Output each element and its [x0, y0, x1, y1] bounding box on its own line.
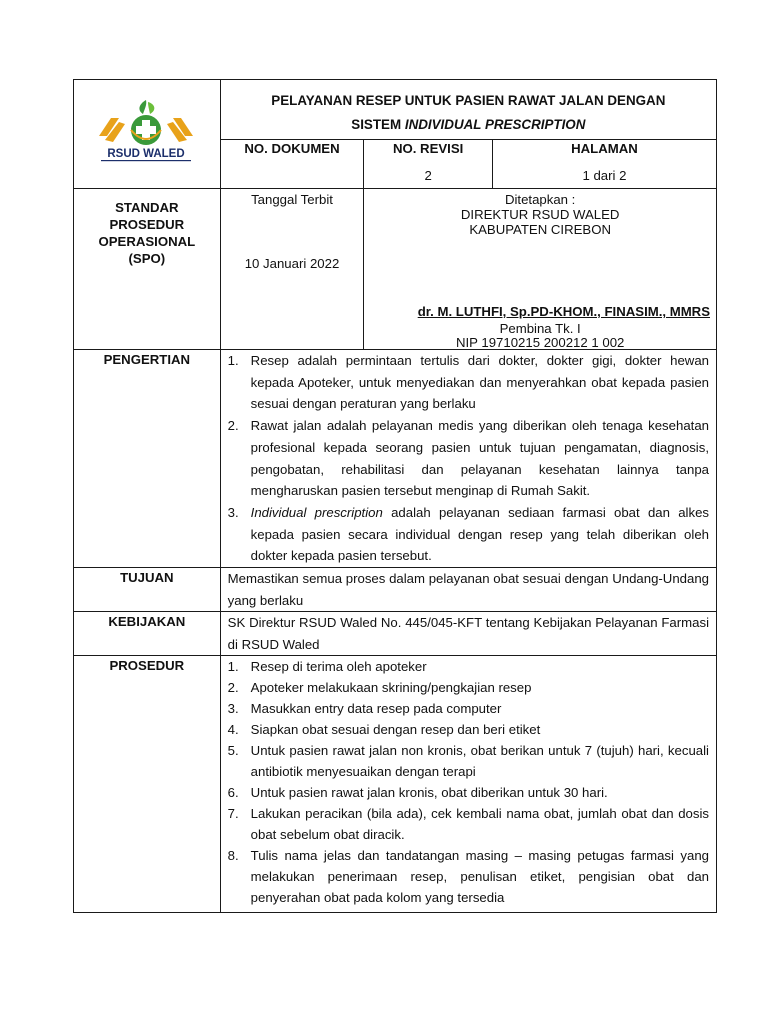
list-text: adalah pelayanan sediaan farmasi obat dan alkes kepada pasien secara individual dengan resep yang telah diberikan oleh dokter kepada pasien tersebut.	[250, 504, 709, 564]
spo-label-line-3: OPERASIONAL	[98, 234, 196, 249]
rsud-waled-logo	[91, 96, 201, 166]
tanggal-terbit-label: Tanggal Terbit	[251, 192, 333, 207]
list-item	[228, 803, 709, 845]
list-number: 1.	[227, 353, 239, 368]
prosedur-label: PROSEDUR	[74, 656, 221, 913]
no-dokumen-label: NO. DOKUMEN	[244, 141, 340, 157]
list-text: Rawat jalan adalah pelayanan medis yang diberikan oleh tenaga kesehatan profesional kepada seorang pasien untuk tujuan pengamatan, diagnosis, pengobatan, rehabilitasi dan pelayanan kesehatan lainnya tanpa mengharuskan pasien tersebut menginap di Rumah Sakit.	[250, 418, 709, 499]
logo-cell	[74, 80, 221, 189]
list-item	[228, 845, 709, 908]
spo-label	[74, 189, 221, 350]
list-item	[228, 415, 709, 502]
prosedur-list	[228, 656, 709, 912]
tujuan-label: TUJUAN	[74, 568, 221, 612]
kebijakan-text: SK Direktur RSUD Waled No. 445/045-KFT tentang Kebijakan Pelayanan Farmasi di RSUD Waled	[220, 612, 716, 656]
list-text: Siapkan obat sesuai dengan resep dan beri etiket	[250, 722, 541, 738]
spo-label-line-4: (SPO)	[128, 251, 166, 266]
list-number: 2.	[227, 418, 239, 434]
halaman-cell	[492, 140, 716, 189]
title-line-2-plain: SISTEM	[351, 117, 405, 132]
halaman-label: HALAMAN	[571, 141, 638, 157]
kebijakan-label: KEBIJAKAN	[74, 612, 221, 656]
list-item	[228, 677, 709, 698]
no-dokumen-cell	[220, 140, 364, 189]
list-item	[228, 719, 709, 740]
list-number: 4.	[227, 722, 239, 738]
list-item	[228, 350, 709, 415]
halaman-value: 1 dari 2	[582, 168, 627, 183]
pengertian-list	[228, 350, 709, 567]
document-title	[220, 80, 716, 140]
logo-text: RSUD WALED	[107, 148, 185, 160]
list-number: 3.	[227, 701, 239, 717]
tujuan-text: Memastikan semua proses dalam pelayanan obat sesuai dengan Undang-Undang yang berlaku	[220, 568, 716, 612]
list-text: Apoteker melakukaan skrining/pengkajian resep	[250, 680, 532, 696]
list-item	[228, 782, 709, 803]
list-text: Masukkan entry data resep pada computer	[250, 701, 502, 717]
tanggal-terbit-cell	[220, 189, 364, 350]
spo-document	[73, 79, 717, 913]
direktur-text: DIREKTUR RSUD WALED	[460, 207, 620, 222]
signer-name: dr. M. LUTHFI, Sp.PD-KHOM., FINASIM., MMRS	[417, 304, 710, 319]
list-text: Lakukan peracikan (bila ada), cek kembali nama obat, jumlah obat dan dosis obat sebelum obat diracik.	[250, 806, 709, 843]
list-number: 5.	[227, 743, 239, 759]
ditetapkan-label: Ditetapkan :	[504, 192, 576, 207]
title-line-1: PELAYANAN RESEP UNTUK PASIEN RAWAT JALAN DENGAN	[271, 93, 666, 108]
list-text: Untuk pasien rawat jalan non kronis, obat berikan untuk 7 (tujuh) hari, kecuali antibiotik menyesuaikan dengan terapi	[250, 743, 709, 780]
list-item	[228, 740, 709, 782]
list-text: Resep di terima oleh apoteker	[250, 659, 427, 675]
spo-table	[73, 79, 717, 913]
prosedur-content	[220, 656, 716, 913]
list-number: 2.	[227, 680, 239, 696]
pengertian-label: PENGERTIAN	[74, 350, 221, 568]
spo-label-line-2: PROSEDUR	[109, 217, 185, 232]
list-number: 6.	[227, 785, 239, 801]
list-text: Resep adalah permintaan tertulis dari dokter, dokter gigi, dokter hewan kepada Apoteker, untuk menyediakan dan menyerahkan obat kepada pasien sesuai dengan peraturan yang berlaku	[250, 353, 709, 412]
signer-rank: Pembina Tk. I	[499, 321, 581, 336]
list-number: 1.	[227, 659, 239, 675]
title-line-2-italic: INDIVIDUAL PRESCRIPTION	[404, 117, 586, 132]
list-item	[228, 698, 709, 719]
list-text: Tulis nama jelas dan tandatangan masing – masing petugas farmasi yang melakukan penerimaan resep, penulisan etiket, pengisian obat dan penyerahan obat pada kolom yang tersedia	[250, 848, 709, 906]
list-number: 3.	[227, 504, 239, 520]
list-item	[228, 502, 709, 567]
spo-label-line-1: STANDAR	[115, 200, 179, 215]
list-text-italic: Individual prescription	[250, 504, 383, 520]
no-revisi-cell	[364, 140, 493, 189]
ditetapkan-cell	[364, 189, 717, 350]
pengertian-content	[220, 350, 716, 568]
signer-nip: NIP 19710215 200212 1 002	[455, 335, 625, 350]
list-item	[228, 656, 709, 677]
kabupaten-text: KABUPATEN CIREBON	[469, 222, 611, 237]
tanggal-terbit-value: 10 Januari 2022	[244, 256, 340, 271]
list-number: 7.	[227, 806, 239, 822]
list-text: Untuk pasien rawat jalan kronis, obat diberikan untuk 30 hari.	[250, 785, 608, 801]
no-revisi-label: NO. REVISI	[392, 141, 464, 157]
no-revisi-value: 2	[424, 168, 432, 183]
list-number: 8.	[227, 848, 239, 864]
